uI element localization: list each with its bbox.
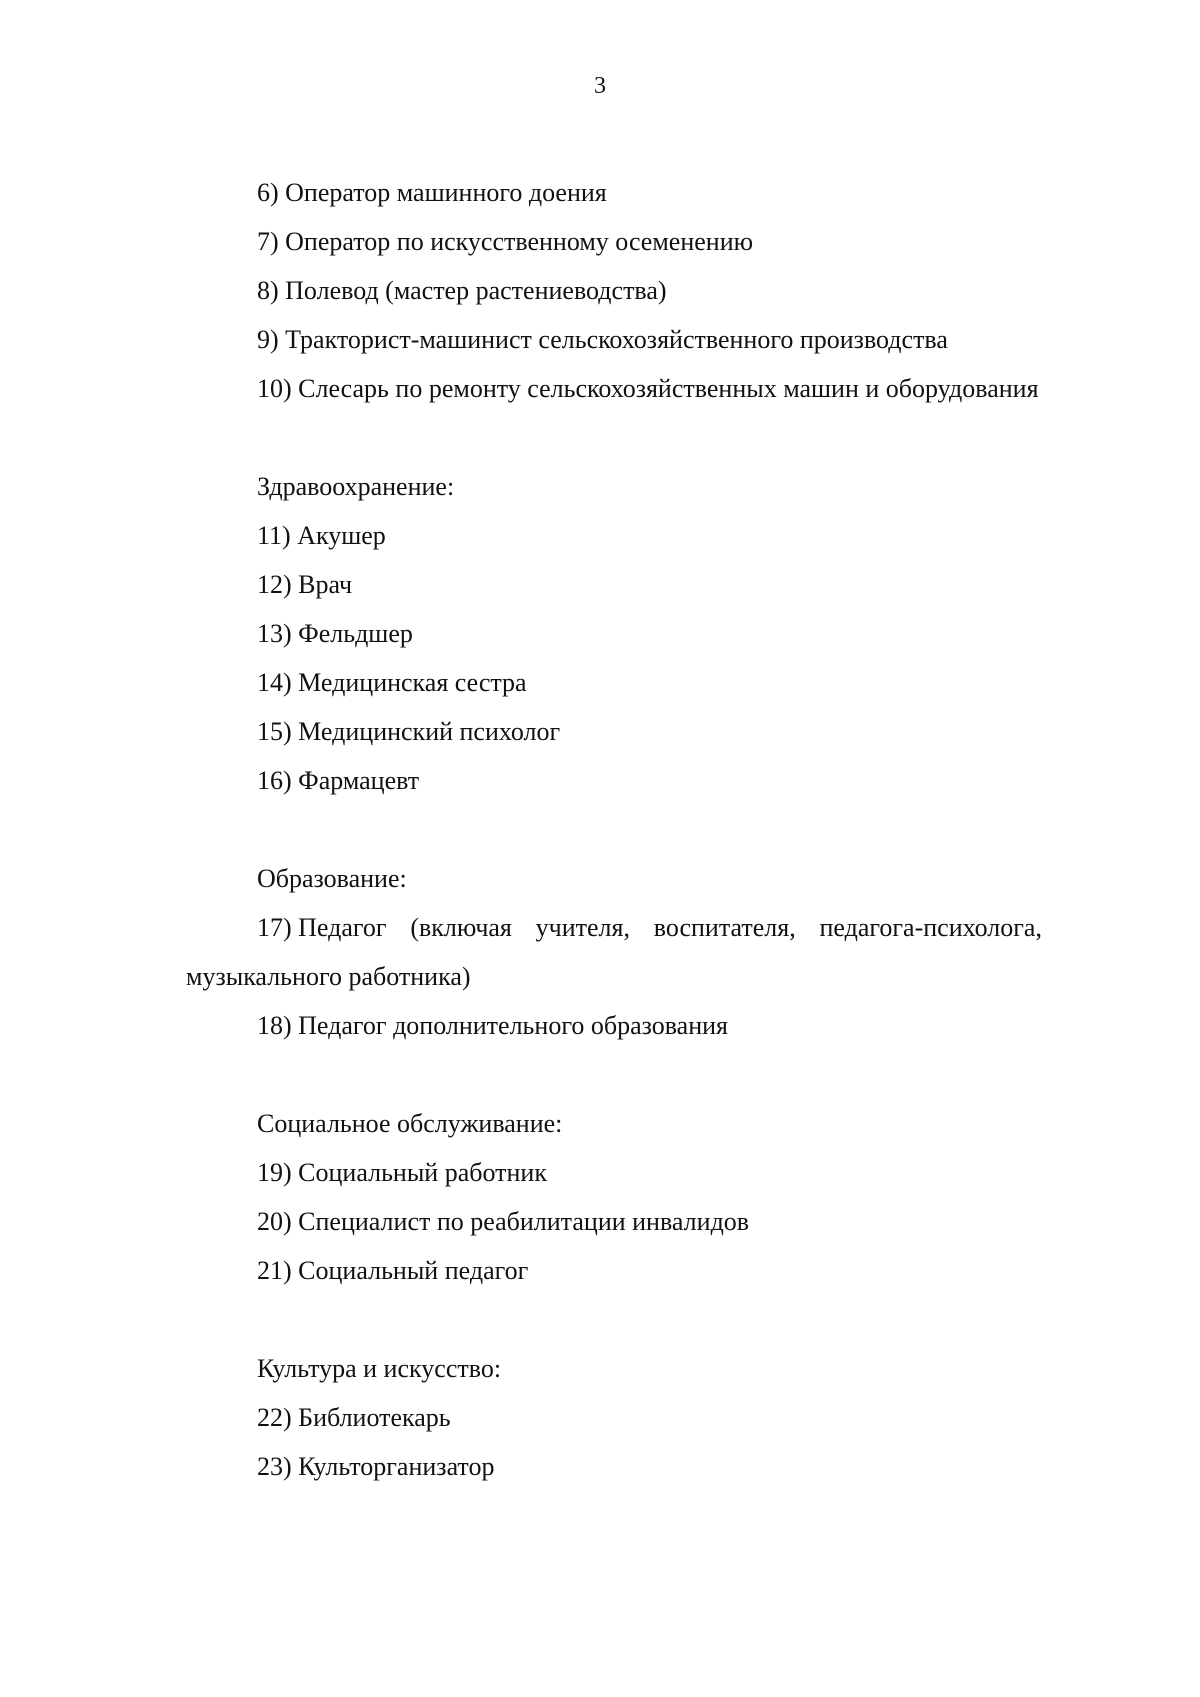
page-number: 3 — [594, 73, 606, 99]
list-item: 14) Медицинская сестра — [257, 668, 527, 697]
section-spacer — [186, 805, 1042, 854]
section-spacer — [186, 1050, 1042, 1099]
list-item: 18) Педагог дополнительного образования — [257, 1011, 728, 1040]
word: педагога-психолога, — [819, 913, 1042, 942]
document-body — [186, 168, 1042, 1491]
list-item: 10) Слесарь по ремонту сельскохозяйственных машин и оборудования — [257, 374, 1039, 403]
section-spacer — [186, 1295, 1042, 1344]
list-item: 20) Специалист по реабилитации инвалидов — [257, 1207, 750, 1236]
list-item: 8) Полевод (мастер растениеводства) — [257, 276, 667, 305]
list-item: 7) Оператор по искусственному осеменению — [257, 227, 754, 256]
section-heading-culture: Культура и искусство: — [257, 1354, 502, 1383]
list-item: 19) Социальный работник — [257, 1158, 547, 1187]
list-item-wrapped — [186, 903, 1042, 1001]
section-heading-education: Образование: — [257, 864, 407, 893]
list-item: 21) Социальный педагог — [257, 1256, 529, 1285]
list-item: 6) Оператор машинного доения — [257, 178, 607, 207]
continuation-line: музыкального работника) — [186, 962, 471, 991]
list-item: 13) Фельдшер — [257, 619, 413, 648]
word: воспитателя, — [653, 913, 796, 942]
list-item: 22) Библиотекарь — [257, 1403, 451, 1432]
word: 17) Педагог — [257, 913, 387, 942]
section-heading-health: Здравоохранение: — [257, 472, 455, 501]
word: учителя, — [535, 913, 630, 942]
list-item: 15) Медицинский психолог — [257, 717, 561, 746]
list-item: 23) Культорганизатор — [257, 1452, 495, 1481]
section-heading-social: Социальное обслуживание: — [257, 1109, 563, 1138]
list-item: 9) Тракторист-машинист сельскохозяйственного производства — [257, 325, 948, 354]
list-item: 11) Акушер — [257, 521, 386, 550]
word: (включая — [410, 913, 512, 942]
section-spacer — [186, 413, 1042, 462]
list-item: 12) Врач — [257, 570, 353, 599]
list-item: 16) Фармацевт — [257, 766, 420, 795]
justified-line — [186, 903, 1042, 952]
